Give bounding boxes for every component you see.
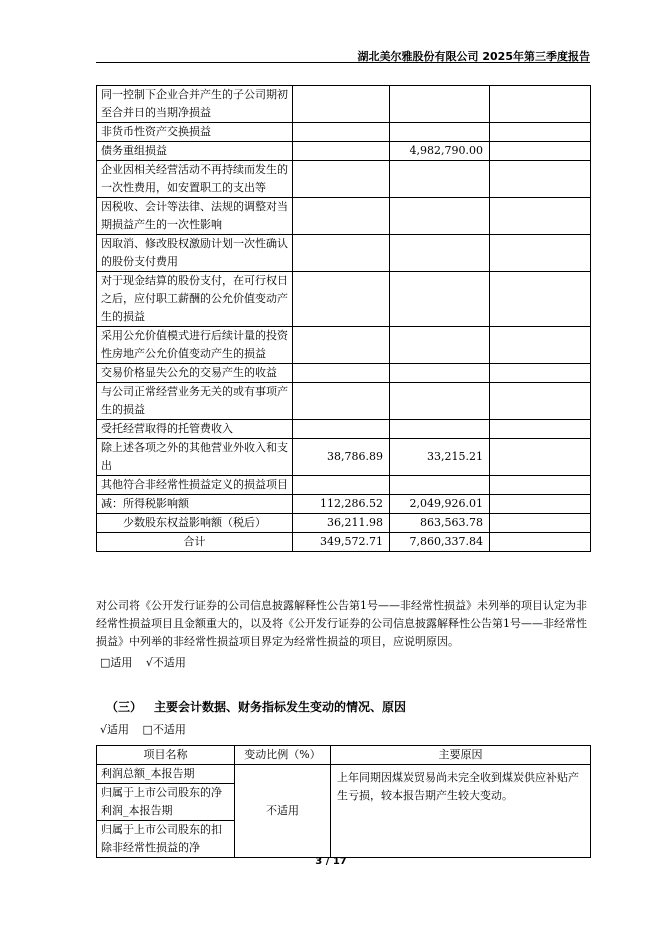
year-to-date-amount: 4,982,790.00 xyxy=(390,142,490,161)
item-label: 采用公允价值模式进行后续计量的投资性房地产公允价值变动产生的损益 xyxy=(97,327,293,364)
table-row xyxy=(97,272,591,327)
year-to-date-amount xyxy=(390,383,490,420)
table-row xyxy=(97,142,591,161)
current-period-amount xyxy=(293,198,390,235)
section-number: （三） xyxy=(106,700,143,714)
item-label: 减：所得税影响额 xyxy=(97,495,293,514)
section-heading xyxy=(106,698,418,715)
item-name: 归属于上市公司股东的扣除非经常性损益的净 xyxy=(97,821,235,858)
change-ratio: 不适用 xyxy=(235,765,331,858)
remarks xyxy=(490,327,591,364)
current-period-amount: 112,286.52 xyxy=(293,495,390,514)
item-label: 企业因相关经营活动不再持续而发生的一次性费用，如安置职工的支出等 xyxy=(97,161,293,198)
year-to-date-amount xyxy=(390,161,490,198)
table-row xyxy=(97,86,591,123)
table-row xyxy=(97,198,591,235)
header-ratio: 变动比例（%） xyxy=(235,746,331,765)
year-to-date-amount xyxy=(390,420,490,439)
checkbox-not-applicable[interactable]: □不适用 xyxy=(142,723,186,736)
year-to-date-amount xyxy=(390,198,490,235)
item-label: 其他符合非经常性损益定义的损益项目 xyxy=(97,476,293,495)
year-to-date-amount: 2,049,926.01 xyxy=(390,495,490,514)
year-to-date-amount xyxy=(390,272,490,327)
section-applicability xyxy=(100,721,196,739)
non-recurring-gains-table xyxy=(96,85,591,552)
item-label: 债务重组损益 xyxy=(97,142,293,161)
table-row xyxy=(97,476,591,495)
table-row xyxy=(97,235,591,272)
item-name: 利润总额_本报告期 xyxy=(97,765,235,784)
year-to-date-amount: 33,215.21 xyxy=(390,439,490,476)
item-label: 因取消、修改股权激励计划一次性确认的股份支付费用 xyxy=(97,235,293,272)
item-label: 与公司正常经营业务无关的或有事项产生的损益 xyxy=(97,383,293,420)
remarks xyxy=(490,235,591,272)
item-label: 因税收、会计等法律、法规的调整对当期损益产生的一次性影响 xyxy=(97,198,293,235)
table-row xyxy=(97,161,591,198)
item-label: 受托经营取得的托管费收入 xyxy=(97,420,293,439)
item-label: 同一控制下企业合并产生的子公司期初至合并日的当期净损益 xyxy=(97,86,293,123)
item-label: 非货币性资产交换损益 xyxy=(97,123,293,142)
year-to-date-amount: 7,860,337.84 xyxy=(390,533,490,552)
report-header-title: 湖北美尔雅股份有限公司 2025年第三季度报告 xyxy=(357,50,590,63)
remarks xyxy=(490,272,591,327)
year-to-date-amount xyxy=(390,327,490,364)
remarks xyxy=(490,514,591,533)
table-row xyxy=(97,364,591,383)
remarks xyxy=(490,495,591,514)
remarks xyxy=(490,476,591,495)
current-period-amount xyxy=(293,86,390,123)
remarks xyxy=(490,420,591,439)
current-period-amount xyxy=(293,364,390,383)
item-name: 归属于上市公司股东的净利润_本报告期 xyxy=(97,784,235,821)
remarks xyxy=(490,161,591,198)
table-header-row xyxy=(97,746,591,765)
remarks xyxy=(490,86,591,123)
item-label: 少数股东权益影响额（税后） xyxy=(97,514,293,533)
remarks xyxy=(490,383,591,420)
item-label: 对于现金结算的股份支付，在可行权日之后，应付职工薪酬的公允价值变动产生的损益 xyxy=(97,272,293,327)
checkbox-applicable[interactable]: □适用 xyxy=(100,656,133,669)
table-row xyxy=(97,533,591,552)
change-reasons-table xyxy=(96,745,591,858)
year-to-date-amount xyxy=(390,123,490,142)
remarks xyxy=(490,364,591,383)
checkbox-not-applicable[interactable]: √不适用 xyxy=(145,656,186,669)
current-period-amount xyxy=(293,327,390,364)
item-label: 交易价格显失公允的交易产生的收益 xyxy=(97,364,293,383)
remarks xyxy=(490,533,591,552)
remarks xyxy=(490,142,591,161)
current-period-amount xyxy=(293,161,390,198)
table-row xyxy=(97,514,591,533)
year-to-date-amount: 863,563.78 xyxy=(390,514,490,533)
table-row xyxy=(97,327,591,364)
item-label: 合计 xyxy=(97,533,293,552)
current-period-amount: 38,786.89 xyxy=(293,439,390,476)
disclosure-note: 对公司将《公开发行证券的公司信息披露解释性公告第1号——非经常性损益》未列举的项目认定为非经常性损益项目且金额重大的，以及将《公开发行证券的公司信息披露解释性公告第1号——非经常性损益》中列举的非经常性损益项目界定为经常性损益的项目，应说明原因。 xyxy=(96,599,587,648)
remarks xyxy=(490,439,591,476)
current-period-amount xyxy=(293,235,390,272)
table-row xyxy=(97,123,591,142)
header-divider xyxy=(96,62,590,63)
current-period-amount: 36,211.98 xyxy=(293,514,390,533)
remarks xyxy=(490,198,591,235)
current-period-amount: 349,572.71 xyxy=(293,533,390,552)
section-title: 主要会计数据、财务指标发生变动的情况、原因 xyxy=(154,700,407,714)
year-to-date-amount xyxy=(390,86,490,123)
table-row xyxy=(97,765,591,784)
year-to-date-amount xyxy=(390,235,490,272)
note-applicability xyxy=(100,654,196,672)
table-row xyxy=(97,495,591,514)
table-row xyxy=(97,383,591,420)
current-period-amount xyxy=(293,123,390,142)
page-number: 3 / 17 xyxy=(315,856,347,867)
checkbox-applicable[interactable]: √适用 xyxy=(100,723,130,736)
current-period-amount xyxy=(293,420,390,439)
year-to-date-amount xyxy=(390,476,490,495)
current-period-amount xyxy=(293,476,390,495)
main-reason: 上年同期因煤炭贸易尚未完全收到煤炭供应补贴产生亏损，较本报告期产生较大变动。 xyxy=(331,765,591,858)
header-reason: 主要原因 xyxy=(331,746,591,765)
remarks xyxy=(490,123,591,142)
current-period-amount xyxy=(293,272,390,327)
header-item: 项目名称 xyxy=(97,746,235,765)
item-label: 除上述各项之外的其他营业外收入和支出 xyxy=(97,439,293,476)
year-to-date-amount xyxy=(390,364,490,383)
table-row xyxy=(97,439,591,476)
current-period-amount xyxy=(293,383,390,420)
current-period-amount xyxy=(293,142,390,161)
table-row xyxy=(97,420,591,439)
